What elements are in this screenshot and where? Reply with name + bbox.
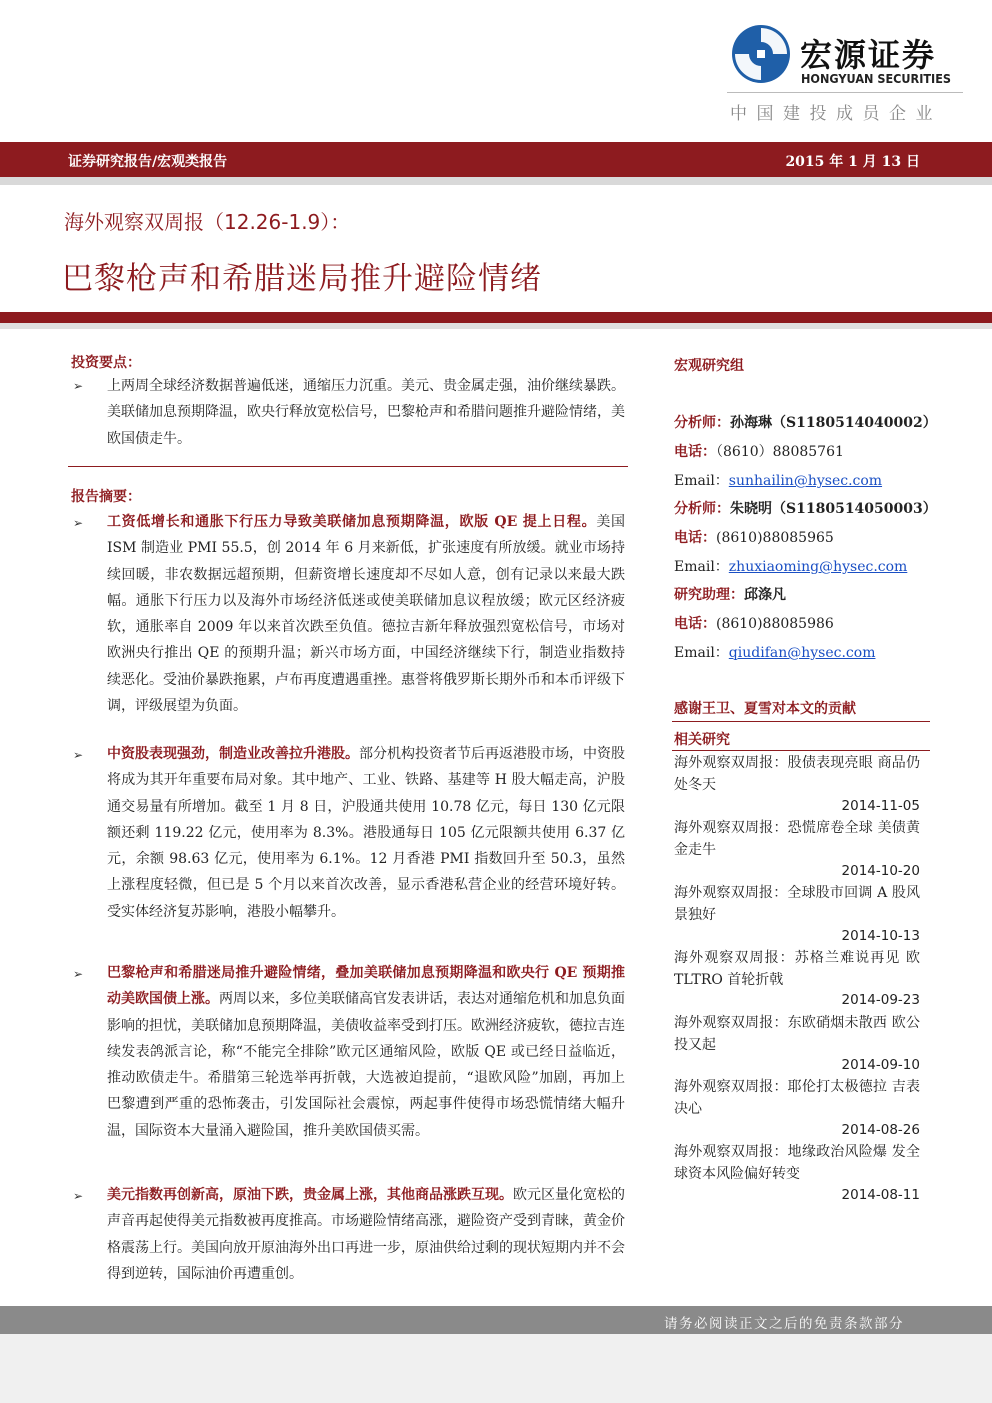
related-report-title: 海外观察双周报：全球股市回调 A 股风景独好	[674, 885, 920, 923]
bullet-icon: ➢	[73, 748, 84, 762]
summary-text: 美国 ISM 制造业 PMI 55.5，创 2014 年 6 月来新低，扩张速度有所放缓。就业市场持续回暖，非农数据远超预期，但薪资增长速度却不尽如人意，创有记录以来最大跌幅。通胀下行压力以及海外市场经济低迷或使美联储加息议程放缓；欧元区经济疲软，通胀率自 2009 年以来首次跌至负值。德拉吉新年释放强烈宽松信号，市场对欧洲央行推出 QE 的预期升温；新兴市场方面，中国经济继续下行，制造业指数持续恶化。受油价暴跌拖累，卢布再度遭遇重挫。惠誉将俄罗斯长期外币和本币评级下调，评级展望为负面。	[107, 514, 625, 715]
phone-label: 电话：	[674, 444, 716, 460]
summary-lead: 巴黎枪声和希腊迷局推升避险情绪，叠加美联储加息预期降温和欧央行 QE 预期推动美欧国债上涨。	[107, 965, 625, 1008]
related-report-date: 2014-10-13	[841, 928, 920, 944]
summary-lead: 工资低增长和通胀下行压力导致美联储加息预期降温，欧版 QE 提上日程。	[107, 514, 597, 530]
disclaimer-notice: 请务必阅读正文之后的免责条款部分	[664, 1316, 904, 1332]
related-report-date: 2014-08-11	[841, 1187, 920, 1203]
related-research-heading: 相关研究	[674, 732, 730, 748]
summary-text: 欧元区量化宽松的声音再起使得美元指数被再度推高。市场避险情绪高涨，避险资产受到青睐，黄金价格震荡上行。美国向放开原油海外出口再进一步，原油供给过剩的现状短期内并不会得到逆转，国际油价再遭重创。	[107, 1187, 625, 1282]
analyst-name: 孙海琳（S1180514040002）	[730, 415, 937, 431]
report-date: 2015 年 1 月 13 日	[785, 154, 920, 170]
section-divider	[68, 466, 628, 467]
analyst-name: 朱晓明（S1180514050003）	[730, 501, 937, 517]
phone-line	[674, 527, 834, 547]
analyst-label: 分析师：	[674, 501, 730, 517]
phone-label: 电话：	[674, 616, 716, 632]
summary-paragraph	[107, 509, 625, 719]
email-line	[674, 470, 882, 490]
hongyuan-logo-icon	[731, 24, 791, 84]
summary-lead: 中资股表现强劲，制造业改善拉升港股。	[107, 746, 359, 762]
email-link[interactable]: qiudifan@hysec.com	[728, 645, 876, 661]
logo-tagline: 中国建投成员企业	[730, 104, 942, 124]
report-category: 证券研究报告/宏观类报告	[68, 154, 228, 170]
analyst-line	[674, 498, 937, 518]
email-line	[674, 556, 907, 576]
research-group: 宏观研究组	[674, 358, 744, 374]
logo-chinese-name: 宏源证券	[800, 36, 937, 74]
phone-value: (8610)88085965	[716, 530, 834, 546]
email-label: Email：	[674, 559, 729, 575]
phone-line	[674, 613, 834, 633]
footer-margin	[0, 1334, 992, 1403]
email-link[interactable]: sunhailin@hysec.com	[728, 473, 883, 489]
title-rule	[0, 312, 992, 323]
analyst-line	[674, 584, 786, 604]
summary-paragraph	[107, 741, 625, 925]
analyst-label: 分析师：	[674, 415, 730, 431]
related-report-title: 海外观察双周报：股债表现亮眼 商品仍处冬天	[674, 755, 920, 793]
summary-paragraph	[107, 960, 625, 1144]
title-rule-shadow	[0, 323, 992, 329]
related-report-title: 海外观察双周报：耶伦打太极德拉 吉表决心	[674, 1079, 920, 1117]
bullet-icon: ➢	[73, 379, 84, 393]
thanks-note: 感谢王卫、夏雪对本文的贡献	[674, 701, 856, 717]
related-report-date: 2014-09-10	[841, 1057, 920, 1073]
investment-points-heading: 投资要点：	[71, 355, 141, 371]
related-report-title: 海外观察双周报：苏格兰难说再见 欧 TLTRO 首轮折戟	[674, 950, 920, 988]
related-report-date: 2014-11-05	[841, 798, 920, 814]
analyst-label: 研究助理：	[674, 587, 744, 603]
bullet-icon: ➢	[73, 967, 84, 981]
email-label: Email：	[674, 473, 729, 489]
sidebar-rule	[672, 750, 930, 751]
summary-text: 部分机构投资者节后再返港股市场，中资股将成为其开年重要布局对象。其中地产、工业、铁路、基建等 H 股大幅走高，沪股通交易量有所增加。截至 1 月 8 日，沪股通共使用 10.78 亿元，每日 130 亿元限额还剩 119.22 亿元，使用率为 8.3%。港股通每日 105 亿元限额共使用 6.37 亿元，余额 98.63 亿元，使用率为 6.1%。12 月香港 PMI 指数回升至 50.3，虽然上涨程度轻微，但已是 5 个月以来首次改善，显示香港私营企业的经营环境好转。受实体经济复苏影响，港股小幅攀升。	[107, 746, 625, 920]
report-title: 巴黎枪声和希腊迷局推升避险情绪	[62, 261, 542, 297]
related-report-date: 2014-10-20	[841, 863, 920, 879]
related-report-title: 海外观察双周报：地缘政治风险爆 发全球资本风险偏好转变	[674, 1144, 920, 1182]
summary-text: 两周以来，多位美联储高官发表讲话，表达对通缩危机和加息负面影响的担忧，美联储加息预期降温，美债收益率受到打压。欧洲经济疲软，德拉吉连续发表鸽派言论，称“不能完全排除”欧元区通缩风险，欧版 QE 或已经日益临近，推动欧债走牛。希腊第三轮选举再折戟，大选被迫提前，“退欧风险”加剧，再加上巴黎遭到严重的恐怖袭击，引发国际社会震惊，两起事件使得市场恐慌情绪大幅升温，国际资本大量涌入避险国，推升美欧国债买需。	[107, 991, 625, 1139]
bullet-icon: ➢	[73, 516, 84, 530]
related-report-title: 海外观察双周报：东欧硝烟未散西 欧公投又起	[674, 1015, 920, 1053]
sidebar-rule	[672, 721, 930, 722]
phone-value: (8610)88085986	[716, 616, 834, 632]
email-line	[674, 642, 875, 662]
phone-line	[674, 441, 844, 461]
summary-lead: 美元指数再创新高，原油下跌，贵金属上涨，其他商品涨跌互现。	[107, 1187, 513, 1203]
logo-english-name: HONGYUAN SECURITIES	[801, 71, 952, 86]
summary-heading: 报告摘要：	[71, 489, 141, 505]
related-report-date: 2014-09-23	[841, 992, 920, 1008]
phone-label: 电话：	[674, 530, 716, 546]
bullet-icon: ➢	[73, 1189, 84, 1203]
email-link[interactable]: zhuxiaoming@hysec.com	[728, 559, 908, 575]
investment-point-text: 上两周全球经济数据普遍低迷，通缩压力沉重。美元、贵金属走强，油价继续暴跌。美联储加息预期降温，欧央行释放宽松信号，巴黎枪声和希腊问题推升避险情绪，美欧国债走牛。	[107, 378, 625, 447]
analyst-name: 邱涤凡	[744, 587, 786, 603]
related-report-title: 海外观察双周报：恐慌席卷全球 美债黄金走牛	[674, 820, 920, 858]
logo-divider	[727, 92, 963, 93]
category-band-shadow	[0, 177, 992, 185]
analyst-line	[674, 412, 937, 432]
report-subtitle: 海外观察双周报（12.26-1.9）：	[64, 210, 351, 234]
related-report-date: 2014-08-26	[841, 1122, 920, 1138]
phone-value: （8610）88085761	[716, 444, 844, 460]
summary-paragraph	[107, 1182, 625, 1287]
email-label: Email：	[674, 645, 729, 661]
